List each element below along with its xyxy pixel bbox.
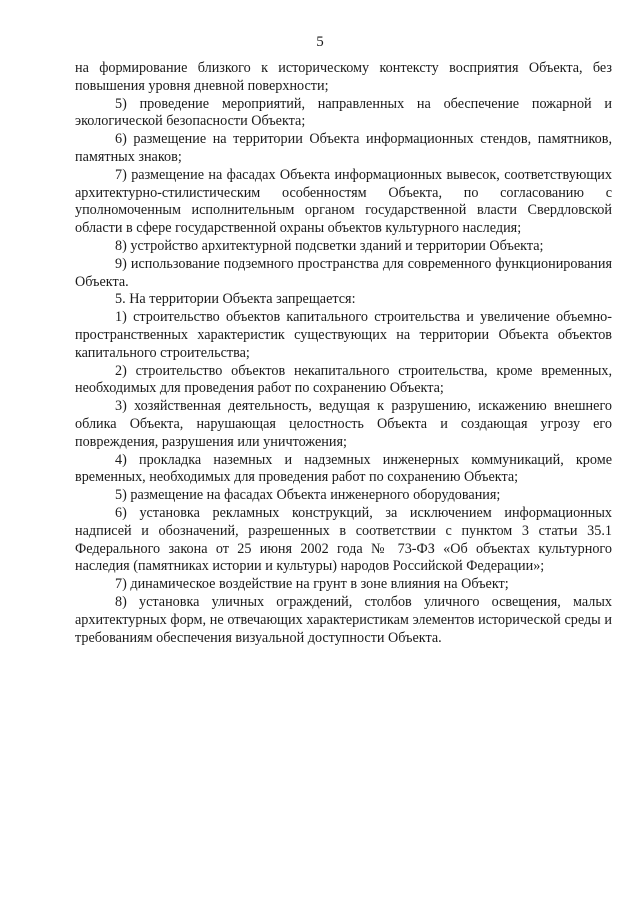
page-number: 5	[316, 34, 324, 50]
paragraph: 5) размещение на фасадах Объекта инженерного оборудования;	[115, 487, 501, 504]
paragraph: 2) строительство объектов некапитального строительства, кроме временных, необходимых для проведения работ по сохранению Объекта;	[75, 362, 612, 397]
paragraph: 3) хозяйственная деятельность, ведущая к разрушению, искажению внешнего облика Объекта, нарушающая целостность Объекта и создающая угрозу его повреждения, разрушения или уничтожения;	[75, 398, 612, 450]
section-heading: 5. На территории Объекта запрещается:	[115, 291, 356, 308]
paragraph: 8) устройство архитектурной подсветки зданий и территории Объекта;	[115, 237, 544, 254]
paragraph: 7) динамическое воздействие на грунт в зоне влияния на Объект;	[115, 576, 509, 593]
paragraph: 7) размещение на фасадах Объекта информационных вывесок, соответствующих архитектурно-стилистическим особенностям Объекта, по согласованию с уполномоченным исполнительным органом государственной власти Свердловской области в сфере государственной охраны объектов культурного наследия;	[75, 166, 612, 237]
paragraph: на формирование близкого к историческому контексту восприятия Объекта, без повышения уровня дневной поверхности;	[75, 60, 612, 94]
paragraph: 6) размещение на территории Объекта информационных стендов, памятников, памятных знаков;	[75, 131, 612, 165]
paragraph: 4) прокладка наземных и надземных инженерных коммуникаций, кроме временных, необходимых для проведения работ по сохранению Объекта;	[75, 451, 612, 486]
document-body	[75, 60, 612, 647]
paragraph: 9) использование подземного пространства для современного функционирования Объекта.	[75, 255, 612, 290]
paragraph: 8) установка уличных ограждений, столбов уличного освещения, малых архитектурных форм, не отвечающих характеристикам элементов исторической среды и требованиям обеспечения визуальной доступности Объекта.	[75, 593, 612, 646]
paragraph: 5) проведение мероприятий, направленных на обеспечение пожарной и экологической безопасности Объекта;	[75, 95, 612, 130]
paragraph: 6) установка рекламных конструкций, за исключением информационных надписей и обозначений, разрешенных в соответствии с пунктом 3 статьи 35.1 Федерального закона от 25 июня 2002 года № 73-ФЗ «Об объектах культурного наследия (памятниках истории и культуры) народов Российской Федерации»;	[75, 504, 612, 575]
paragraph: 1) строительство объектов капитального строительства и увеличение объемно-пространственных характеристик существующих на территории Объекта объектов капитального строительства;	[75, 309, 612, 361]
